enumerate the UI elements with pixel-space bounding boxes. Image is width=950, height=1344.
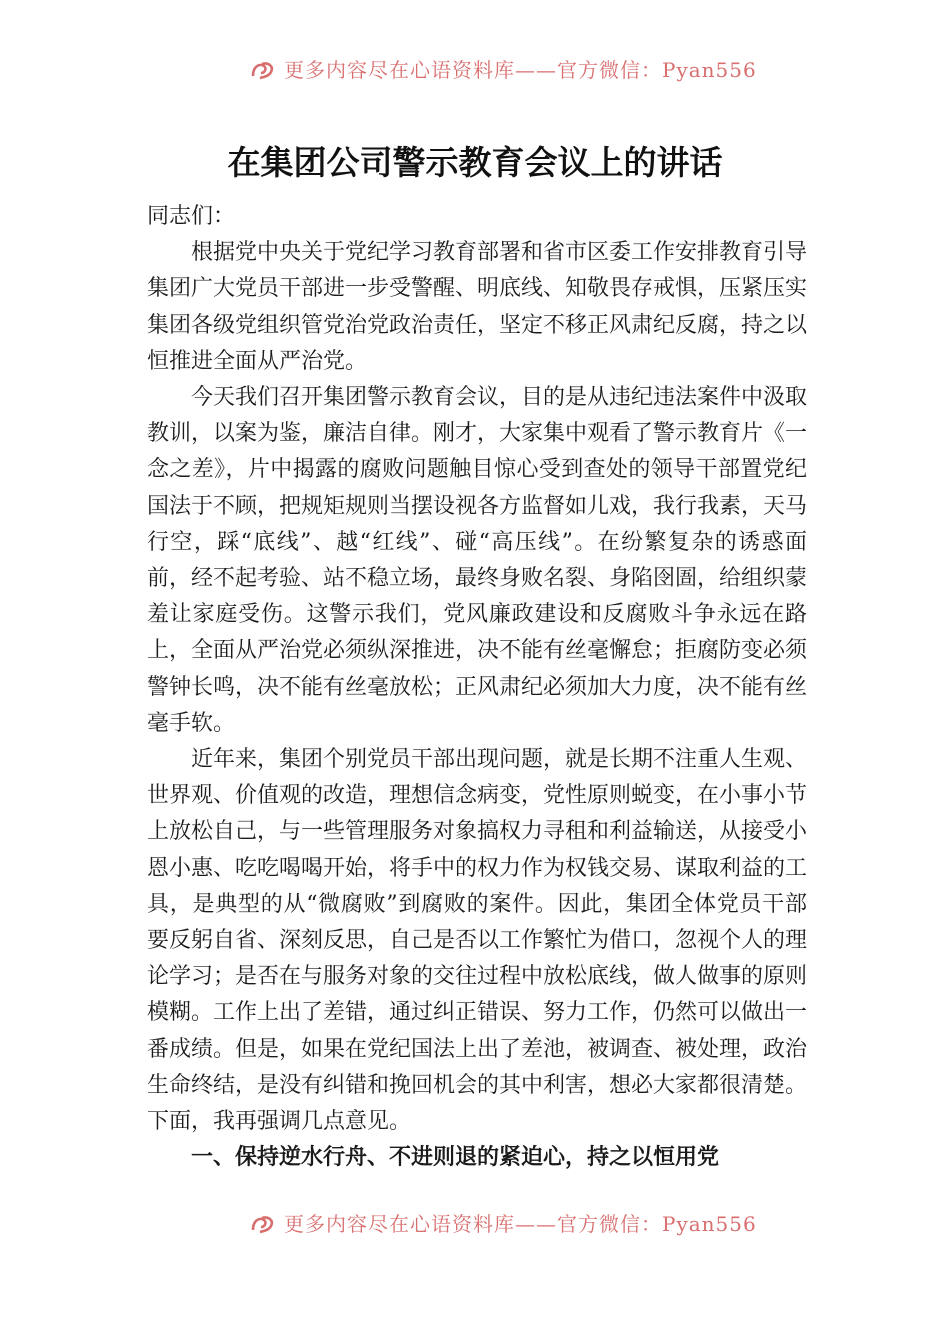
salutation: 同志们：: [147, 204, 236, 229]
paragraph: 根据党中央关于党纪学习教育部署和省市区委工作安排教育引导集团广大党员干部进一步受警醒、明底线、知敬畏存戒惧，压紧压实集团各级党组织管党治党政治责任，坚定不移正风肃纪反腐，持之以恒推进全面从严治党。: [147, 240, 808, 374]
document-body: [147, 199, 807, 1176]
document-title: 在集团公司警示教育会议上的讲话: [227, 143, 723, 182]
section-heading: 一、保持逆水行舟、不进则退的紧迫心，持之以恒用党: [191, 1145, 720, 1171]
watermark-text: 更多内容尽在心语资料库——官方微信：Pyan556: [284, 58, 757, 82]
watermark-text: 更多内容尽在心语资料库——官方微信：Pyan556: [284, 1212, 757, 1236]
brand-logo-icon: [250, 1214, 276, 1234]
watermark-top: [250, 58, 770, 82]
watermark-bottom: [250, 1212, 770, 1236]
brand-logo-icon: [250, 60, 276, 80]
paragraph: 近年来，集团个别党员干部出现问题，就是长期不注重人生观、世界观、价值观的改造，理想信念病变，党性原则蜕变，在小事小节上放松自己，与一些管理服务对象搞权力寻租和利益输送，从接受小恩小惠、吃吃喝喝开始，将手中的权力作为权钱交易、谋取利益的工具，是典型的从“微腐败”到腐败的案件。因此，集团全体党员干部要反躬自省、深刻反思，自己是否以工作繁忙为借口，忽视个人的理论学习；是否在与服务对象的交往过程中放松底线，做人做事的原则模糊。工作上出了差错，通过纠正错误、努力工作，仍然可以做出一番成绩。但是，如果在党纪国法上出了差池，被调查、被处理，政治生命终结，是没有纠错和挽回机会的其中利害，想必大家都很清楚。下面，我再强调几点意见。: [147, 747, 808, 1135]
paragraph: 今天我们召开集团警示教育会议，目的是从违纪违法案件中汲取教训，以案为鉴，廉洁自律。刚才，大家集中观看了警示教育片《一念之差》，片中揭露的腐败问题触目惊心受到查处的领导干部置党纪国法于不顾，把规矩规则当摆设视各方监督如儿戏，我行我素，天马行空，踩“底线”、越“红线”、碰“高压线”。在纷繁复杂的诱惑面前，经不起考验、站不稳立场，最终身败名裂、身陷囹圄，给组织蒙羞让家庭受伤。这警示我们，党风廉政建设和反腐败斗争永远在路上，全面从严治党必须纵深推进，决不能有丝毫懈怠；拒腐防变必须警钟长鸣，决不能有丝毫放松；正风肃纪必须加大力度，决不能有丝毫手软。: [147, 385, 808, 736]
